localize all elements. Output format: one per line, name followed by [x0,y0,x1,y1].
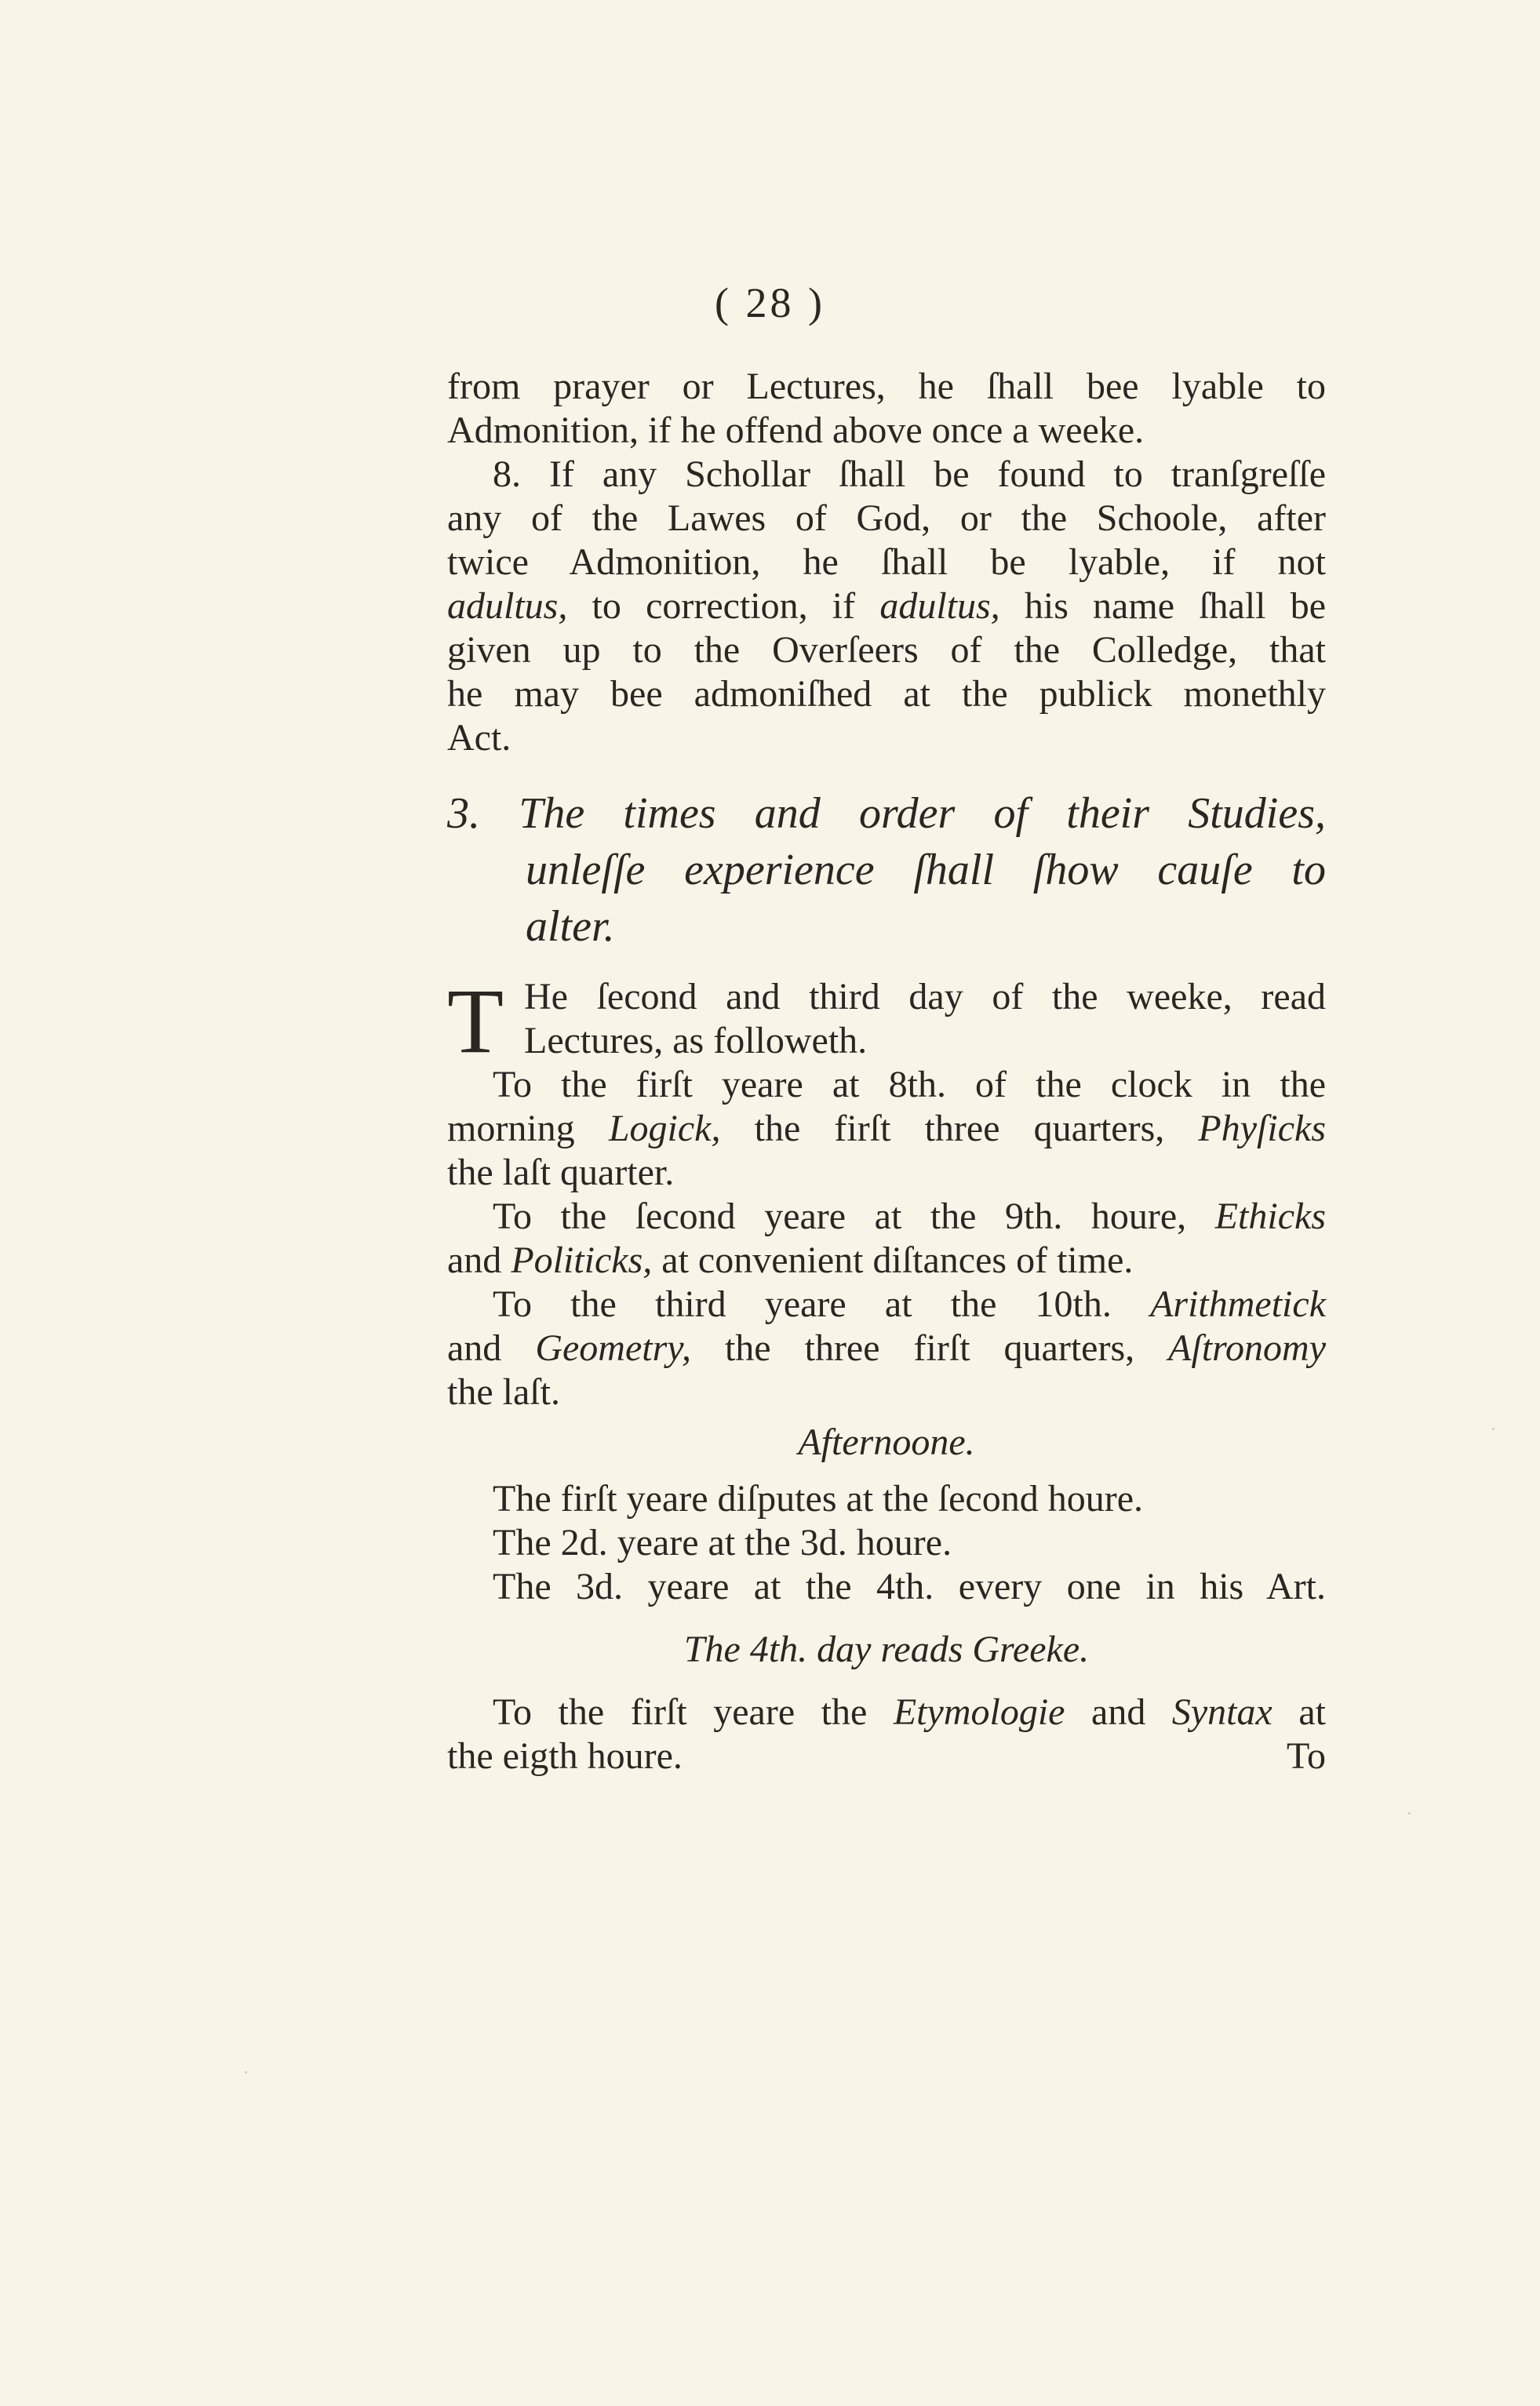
italic-text: adultus, [879,585,1000,627]
section-heading: alter. [526,902,615,951]
text-line [447,1239,1326,1283]
text-line: he may bee admoniſhed at the publick monethly [447,673,1326,715]
italic-text: Politicks, [511,1239,653,1281]
subheading: The 4th. day reads Greeke. [683,1629,1090,1670]
drop-cap: T [447,970,504,1072]
text-line: given up to the Overſeers of the Colledge, that [447,629,1326,671]
text-line: from prayer or Lectures, he ſhall bee lyable to [447,366,1326,407]
italic-text: Syntax [1171,1691,1272,1733]
text-line: any of the Lawes of God, or the Schoole, after [447,497,1326,539]
text-line [447,1195,1326,1239]
italic-text: Aſtronomy [1168,1327,1327,1369]
text-line: Act. [447,717,512,759]
text-run: To the firſt yeare the [493,1691,894,1733]
text-line: the laſt. [447,1371,560,1413]
text-line: The firſt yeare diſputes at the ſecond houre. [493,1478,1144,1520]
text-line [447,1283,1326,1327]
page-number: ( 28 ) [715,279,825,326]
text-run: his name ſhall be [999,585,1326,627]
text-run: to correction, if [567,585,880,627]
text-line: To the firſt yeare at 8th. of the clock in the [493,1064,1326,1105]
text-line: twice Admonition, he ſhall be lyable, if not [447,541,1326,583]
text-line: The 3d. yeare at the 4th. every one in his Art. [493,1566,1326,1607]
text-run: the three firſt quarters, [690,1327,1169,1369]
italic-text: Phyſicks [1198,1108,1327,1149]
italic-text: Arithmetick [1150,1283,1326,1325]
paper-speck [1408,1812,1411,1815]
text-line [447,1107,1326,1151]
text-run: and [447,1239,512,1281]
italic-text: Ethicks [1214,1196,1326,1237]
italic-text: Geometry, [535,1327,691,1369]
subheading: Afternoone. [798,1421,975,1463]
text-line: 8. If any Schollar ſhall be found to tranſgreſſe [493,453,1326,495]
text-run: at [1272,1691,1327,1733]
section-heading: unleſſe experience ſhall ſhow cauſe to [526,846,1326,894]
text-line: the eigth houre. [447,1735,683,1777]
italic-text: Logick, [608,1108,721,1149]
text-run: at convenient diſtances of time. [652,1239,1134,1281]
text-line: He ſecond and third day of the weeke, read [524,976,1326,1017]
text-line [447,1691,1326,1734]
text-run: and [447,1327,536,1369]
italic-text: Etymologie [893,1691,1065,1733]
section-heading: 3. The times and order of their Studies, [447,789,1326,838]
text-run: To the third yeare at the 10th. [493,1283,1151,1325]
catchword: To [1287,1735,1326,1777]
drop-cap-paragraph [447,970,1326,1077]
text-line: The 2d. yeare at the 3d. houre. [493,1522,952,1563]
paper-speck [245,2071,247,2073]
text-line: the laſt quarter. [447,1152,675,1193]
text-line [447,1327,1326,1370]
text-line [447,584,1326,628]
text-run: To the ſecond yeare at the 9th. houre, [493,1196,1215,1237]
paper-speck [1492,1428,1494,1430]
text-line: Lectures, as followeth. [524,1020,868,1061]
italic-text: adultus, [447,585,568,627]
text-run: and [1065,1691,1172,1733]
text-run: morning [447,1108,609,1149]
text-run: the firſt three quarters, [720,1108,1199,1149]
text-line: Admonition, if he offend above once a weeke. [447,409,1145,451]
